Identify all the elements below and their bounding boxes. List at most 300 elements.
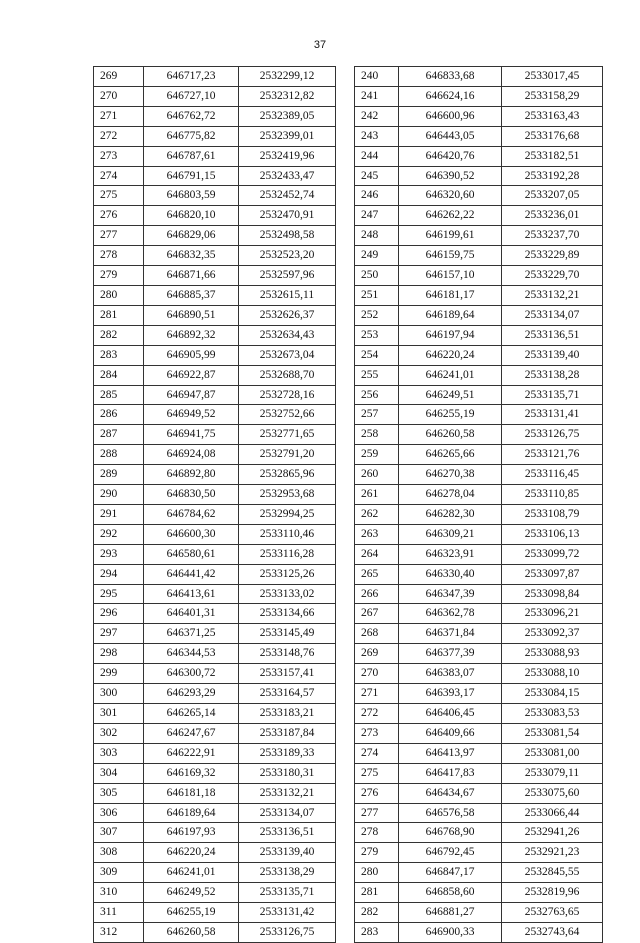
- x-coordinate-cell: 646265,14: [144, 704, 239, 724]
- y-coordinate-cell: 2532865,96: [239, 465, 336, 485]
- y-coordinate-cell: 2532763,65: [502, 903, 603, 923]
- x-coordinate-cell: 646413,61: [144, 584, 239, 604]
- x-coordinate-cell: 646249,51: [399, 385, 502, 405]
- table-row: [355, 863, 603, 883]
- table-row: [355, 843, 603, 863]
- table-row: [355, 266, 603, 286]
- y-coordinate-cell: 2533189,33: [239, 743, 336, 763]
- y-coordinate-cell: 2533097,87: [502, 564, 603, 584]
- point-number-cell: 280: [94, 285, 144, 305]
- y-coordinate-cell: 2532941,26: [502, 823, 603, 843]
- x-coordinate-cell: 646293,29: [144, 684, 239, 704]
- table-row: [355, 67, 603, 87]
- table-row: [355, 126, 603, 146]
- x-coordinate-cell: 646900,33: [399, 922, 502, 942]
- y-coordinate-cell: 2533121,76: [502, 445, 603, 465]
- y-coordinate-cell: 2533088,93: [502, 644, 603, 664]
- table-row: [355, 246, 603, 266]
- table-row: [355, 206, 603, 226]
- y-coordinate-cell: 2532615,11: [239, 285, 336, 305]
- point-number-cell: 312: [94, 922, 144, 942]
- table-row: [94, 803, 336, 823]
- x-coordinate-cell: 646260,58: [144, 922, 239, 942]
- table-row: [355, 186, 603, 206]
- table-row: [94, 86, 336, 106]
- point-number-cell: 257: [355, 405, 399, 425]
- x-coordinate-cell: 646829,06: [144, 226, 239, 246]
- point-number-cell: 259: [355, 445, 399, 465]
- y-coordinate-cell: 2533083,53: [502, 704, 603, 724]
- point-number-cell: 255: [355, 365, 399, 385]
- point-number-cell: 276: [355, 783, 399, 803]
- point-number-cell: 306: [94, 803, 144, 823]
- y-coordinate-cell: 2532299,12: [239, 67, 336, 87]
- table-row: [355, 883, 603, 903]
- table-row: [94, 664, 336, 684]
- x-coordinate-cell: 646775,82: [144, 126, 239, 146]
- table-row: [355, 644, 603, 664]
- y-coordinate-cell: 2533182,51: [502, 146, 603, 166]
- x-coordinate-cell: 646282,30: [399, 504, 502, 524]
- x-coordinate-cell: 646941,75: [144, 425, 239, 445]
- table-row: [94, 146, 336, 166]
- y-coordinate-cell: 2533125,26: [239, 564, 336, 584]
- table-row: [355, 485, 603, 505]
- point-number-cell: 254: [355, 345, 399, 365]
- y-coordinate-cell: 2533134,07: [502, 305, 603, 325]
- x-coordinate-cell: 646892,80: [144, 465, 239, 485]
- x-coordinate-cell: 646892,32: [144, 325, 239, 345]
- point-number-cell: 289: [94, 465, 144, 485]
- x-coordinate-cell: 646255,19: [144, 903, 239, 923]
- point-number-cell: 240: [355, 67, 399, 87]
- table-row: [94, 345, 336, 365]
- x-coordinate-cell: 646905,99: [144, 345, 239, 365]
- x-coordinate-cell: 646762,72: [144, 106, 239, 126]
- x-coordinate-cell: 646576,58: [399, 803, 502, 823]
- point-number-cell: 249: [355, 246, 399, 266]
- y-coordinate-cell: 2533110,46: [239, 524, 336, 544]
- y-coordinate-cell: 2532752,66: [239, 405, 336, 425]
- point-number-cell: 273: [94, 146, 144, 166]
- x-coordinate-cell: 646371,84: [399, 624, 502, 644]
- table-row: [355, 166, 603, 186]
- point-number-cell: 268: [355, 624, 399, 644]
- point-number-cell: 247: [355, 206, 399, 226]
- y-coordinate-cell: 2533084,15: [502, 684, 603, 704]
- table-row: [94, 723, 336, 743]
- x-coordinate-cell: 646890,51: [144, 305, 239, 325]
- table-row: [355, 445, 603, 465]
- x-coordinate-cell: 646393,17: [399, 684, 502, 704]
- x-coordinate-cell: 646885,37: [144, 285, 239, 305]
- point-number-cell: 300: [94, 684, 144, 704]
- point-number-cell: 266: [355, 584, 399, 604]
- y-coordinate-cell: 2533132,21: [502, 285, 603, 305]
- x-coordinate-cell: 646600,96: [399, 106, 502, 126]
- point-number-cell: 291: [94, 504, 144, 524]
- y-coordinate-cell: 2532688,70: [239, 365, 336, 385]
- table-row: [355, 305, 603, 325]
- point-number-cell: 274: [94, 166, 144, 186]
- x-coordinate-cell: 646417,83: [399, 763, 502, 783]
- point-number-cell: 256: [355, 385, 399, 405]
- point-number-cell: 241: [355, 86, 399, 106]
- x-coordinate-cell: 646383,07: [399, 664, 502, 684]
- x-coordinate-cell: 646441,42: [144, 564, 239, 584]
- x-coordinate-cell: 646409,66: [399, 723, 502, 743]
- y-coordinate-cell: 2533229,70: [502, 266, 603, 286]
- point-number-cell: 298: [94, 644, 144, 664]
- x-coordinate-cell: 646947,87: [144, 385, 239, 405]
- y-coordinate-cell: 2533099,72: [502, 544, 603, 564]
- table-row: [94, 524, 336, 544]
- x-coordinate-cell: 646241,01: [399, 365, 502, 385]
- point-number-cell: 292: [94, 524, 144, 544]
- y-coordinate-cell: 2533075,60: [502, 783, 603, 803]
- x-coordinate-cell: 646949,52: [144, 405, 239, 425]
- point-number-cell: 260: [355, 465, 399, 485]
- x-coordinate-cell: 646833,68: [399, 67, 502, 87]
- table-row: [355, 325, 603, 345]
- point-number-cell: 302: [94, 723, 144, 743]
- table-row: [355, 285, 603, 305]
- x-coordinate-cell: 646858,60: [399, 883, 502, 903]
- point-number-cell: 282: [94, 325, 144, 345]
- table-row: [94, 564, 336, 584]
- x-coordinate-cell: 646197,93: [144, 823, 239, 843]
- table-row: [355, 763, 603, 783]
- x-coordinate-cell: 646377,39: [399, 644, 502, 664]
- table-row: [355, 524, 603, 544]
- x-coordinate-cell: 646255,19: [399, 405, 502, 425]
- x-coordinate-cell: 646390,52: [399, 166, 502, 186]
- table-row: [355, 226, 603, 246]
- x-coordinate-cell: 646881,27: [399, 903, 502, 923]
- point-number-cell: 244: [355, 146, 399, 166]
- point-number-cell: 293: [94, 544, 144, 564]
- y-coordinate-cell: 2533163,43: [502, 106, 603, 126]
- x-coordinate-cell: 646309,21: [399, 524, 502, 544]
- y-coordinate-cell: 2533133,02: [239, 584, 336, 604]
- point-number-cell: 267: [355, 604, 399, 624]
- table-row: [94, 285, 336, 305]
- point-number-cell: 283: [94, 345, 144, 365]
- y-coordinate-cell: 2532452,74: [239, 186, 336, 206]
- table-row: [355, 465, 603, 485]
- table-row: [94, 644, 336, 664]
- point-number-cell: 274: [355, 743, 399, 763]
- y-coordinate-cell: 2533138,28: [502, 365, 603, 385]
- table-row: [355, 803, 603, 823]
- table-row: [355, 86, 603, 106]
- x-coordinate-cell: 646189,64: [144, 803, 239, 823]
- point-number-cell: 273: [355, 723, 399, 743]
- table-row: [355, 564, 603, 584]
- point-number-cell: 285: [94, 385, 144, 405]
- table-row: [94, 903, 336, 923]
- table-row: [94, 305, 336, 325]
- y-coordinate-cell: 2533131,42: [239, 903, 336, 923]
- y-coordinate-cell: 2533132,21: [239, 783, 336, 803]
- table-row: [94, 883, 336, 903]
- point-number-cell: 290: [94, 485, 144, 505]
- point-number-cell: 308: [94, 843, 144, 863]
- table-row: [355, 684, 603, 704]
- x-coordinate-cell: 646189,64: [399, 305, 502, 325]
- y-coordinate-cell: 2533017,45: [502, 67, 603, 87]
- y-coordinate-cell: 2532673,04: [239, 345, 336, 365]
- y-coordinate-cell: 2533136,51: [502, 325, 603, 345]
- x-coordinate-cell: 646413,97: [399, 743, 502, 763]
- y-coordinate-cell: 2533081,54: [502, 723, 603, 743]
- point-number-cell: 258: [355, 425, 399, 445]
- y-coordinate-cell: 2532743,64: [502, 922, 603, 942]
- y-coordinate-cell: 2532921,23: [502, 843, 603, 863]
- table-row: [355, 823, 603, 843]
- table-row: [355, 385, 603, 405]
- point-number-cell: 251: [355, 285, 399, 305]
- y-coordinate-cell: 2532634,43: [239, 325, 336, 345]
- table-row: [355, 425, 603, 445]
- point-number-cell: 261: [355, 485, 399, 505]
- table-row: [355, 664, 603, 684]
- table-row: [355, 146, 603, 166]
- x-coordinate-cell: 646832,35: [144, 246, 239, 266]
- y-coordinate-cell: 2533176,68: [502, 126, 603, 146]
- x-coordinate-cell: 646830,50: [144, 485, 239, 505]
- point-number-cell: 264: [355, 544, 399, 564]
- x-coordinate-cell: 646222,91: [144, 743, 239, 763]
- x-coordinate-cell: 646580,61: [144, 544, 239, 564]
- y-coordinate-cell: 2533134,07: [239, 803, 336, 823]
- point-number-cell: 301: [94, 704, 144, 724]
- point-number-cell: 296: [94, 604, 144, 624]
- x-coordinate-cell: 646924,08: [144, 445, 239, 465]
- x-coordinate-cell: 646270,38: [399, 465, 502, 485]
- point-number-cell: 279: [355, 843, 399, 863]
- coordinates-table-left: [93, 66, 336, 943]
- point-number-cell: 277: [94, 226, 144, 246]
- table-row: [355, 365, 603, 385]
- point-number-cell: 283: [355, 922, 399, 942]
- table-row: [94, 624, 336, 644]
- x-coordinate-cell: 646260,58: [399, 425, 502, 445]
- x-coordinate-cell: 646717,23: [144, 67, 239, 87]
- point-number-cell: 284: [94, 365, 144, 385]
- y-coordinate-cell: 2533138,29: [239, 863, 336, 883]
- y-coordinate-cell: 2533131,41: [502, 405, 603, 425]
- x-coordinate-cell: 646434,67: [399, 783, 502, 803]
- table-row: [355, 544, 603, 564]
- y-coordinate-cell: 2533066,44: [502, 803, 603, 823]
- point-number-cell: 243: [355, 126, 399, 146]
- point-number-cell: 276: [94, 206, 144, 226]
- y-coordinate-cell: 2533183,21: [239, 704, 336, 724]
- point-number-cell: 253: [355, 325, 399, 345]
- y-coordinate-cell: 2533136,51: [239, 823, 336, 843]
- table-row: [94, 823, 336, 843]
- table-row: [355, 604, 603, 624]
- page-number: 37: [313, 39, 327, 51]
- point-number-cell: 270: [355, 664, 399, 684]
- y-coordinate-cell: 2533081,00: [502, 743, 603, 763]
- table-row: [94, 584, 336, 604]
- point-number-cell: 278: [355, 823, 399, 843]
- x-coordinate-cell: 646330,40: [399, 564, 502, 584]
- y-coordinate-cell: 2533110,85: [502, 485, 603, 505]
- table-row: [94, 67, 336, 87]
- point-number-cell: 269: [94, 67, 144, 87]
- point-number-cell: 265: [355, 564, 399, 584]
- table-row: [355, 743, 603, 763]
- y-coordinate-cell: 2533148,76: [239, 644, 336, 664]
- table-row: [94, 186, 336, 206]
- x-coordinate-cell: 646265,66: [399, 445, 502, 465]
- point-number-cell: 269: [355, 644, 399, 664]
- y-coordinate-cell: 2533187,84: [239, 723, 336, 743]
- point-number-cell: 271: [94, 106, 144, 126]
- table-row: [355, 704, 603, 724]
- table-row: [94, 325, 336, 345]
- y-coordinate-cell: 2532389,05: [239, 106, 336, 126]
- table-row: [94, 405, 336, 425]
- point-number-cell: 270: [94, 86, 144, 106]
- table-row: [94, 385, 336, 405]
- x-coordinate-cell: 646784,62: [144, 504, 239, 524]
- table-row: [94, 365, 336, 385]
- point-number-cell: 303: [94, 743, 144, 763]
- x-coordinate-cell: 646278,04: [399, 485, 502, 505]
- y-coordinate-cell: 2533106,13: [502, 524, 603, 544]
- point-number-cell: 271: [355, 684, 399, 704]
- y-coordinate-cell: 2532845,55: [502, 863, 603, 883]
- y-coordinate-cell: 2532523,20: [239, 246, 336, 266]
- point-number-cell: 252: [355, 305, 399, 325]
- point-number-cell: 281: [94, 305, 144, 325]
- y-coordinate-cell: 2533134,66: [239, 604, 336, 624]
- y-coordinate-cell: 2533192,28: [502, 166, 603, 186]
- x-coordinate-cell: 646443,05: [399, 126, 502, 146]
- x-coordinate-cell: 646803,59: [144, 186, 239, 206]
- y-coordinate-cell: 2533236,01: [502, 206, 603, 226]
- y-coordinate-cell: 2533164,57: [239, 684, 336, 704]
- y-coordinate-cell: 2532994,25: [239, 504, 336, 524]
- table-row: [355, 405, 603, 425]
- x-coordinate-cell: 646323,91: [399, 544, 502, 564]
- y-coordinate-cell: 2533096,21: [502, 604, 603, 624]
- x-coordinate-cell: 646792,45: [399, 843, 502, 863]
- table-row: [355, 922, 603, 942]
- table-row: [94, 126, 336, 146]
- y-coordinate-cell: 2532728,16: [239, 385, 336, 405]
- point-number-cell: 307: [94, 823, 144, 843]
- y-coordinate-cell: 2532419,96: [239, 146, 336, 166]
- x-coordinate-cell: 646199,61: [399, 226, 502, 246]
- table-row: [355, 783, 603, 803]
- coordinates-table-right: [354, 66, 603, 943]
- y-coordinate-cell: 2532771,65: [239, 425, 336, 445]
- x-coordinate-cell: 646159,75: [399, 246, 502, 266]
- point-number-cell: 294: [94, 564, 144, 584]
- y-coordinate-cell: 2533145,49: [239, 624, 336, 644]
- x-coordinate-cell: 646249,52: [144, 883, 239, 903]
- point-number-cell: 262: [355, 504, 399, 524]
- table-row: [94, 445, 336, 465]
- table-row: [94, 684, 336, 704]
- x-coordinate-cell: 646820,10: [144, 206, 239, 226]
- point-number-cell: 295: [94, 584, 144, 604]
- table-row: [94, 266, 336, 286]
- point-number-cell: 297: [94, 624, 144, 644]
- table-row: [355, 106, 603, 126]
- table-row: [355, 723, 603, 743]
- x-coordinate-cell: 646420,76: [399, 146, 502, 166]
- y-coordinate-cell: 2532819,96: [502, 883, 603, 903]
- x-coordinate-cell: 646768,90: [399, 823, 502, 843]
- point-number-cell: 299: [94, 664, 144, 684]
- y-coordinate-cell: 2533229,89: [502, 246, 603, 266]
- table-row: [94, 206, 336, 226]
- point-number-cell: 305: [94, 783, 144, 803]
- y-coordinate-cell: 2533098,84: [502, 584, 603, 604]
- point-number-cell: 246: [355, 186, 399, 206]
- y-coordinate-cell: 2532953,68: [239, 485, 336, 505]
- x-coordinate-cell: 646320,60: [399, 186, 502, 206]
- point-number-cell: 282: [355, 903, 399, 923]
- y-coordinate-cell: 2532626,37: [239, 305, 336, 325]
- table-row: [94, 704, 336, 724]
- table-row: [94, 465, 336, 485]
- table-row: [94, 783, 336, 803]
- table-row: [94, 226, 336, 246]
- x-coordinate-cell: 646791,15: [144, 166, 239, 186]
- x-coordinate-cell: 646220,24: [144, 843, 239, 863]
- x-coordinate-cell: 646600,30: [144, 524, 239, 544]
- table-row: [94, 504, 336, 524]
- point-number-cell: 280: [355, 863, 399, 883]
- x-coordinate-cell: 646371,25: [144, 624, 239, 644]
- point-number-cell: 272: [355, 704, 399, 724]
- y-coordinate-cell: 2533079,11: [502, 763, 603, 783]
- table-row: [355, 345, 603, 365]
- table-row: [355, 504, 603, 524]
- x-coordinate-cell: 646922,87: [144, 365, 239, 385]
- table-row: [94, 106, 336, 126]
- y-coordinate-cell: 2533139,40: [502, 345, 603, 365]
- point-number-cell: 242: [355, 106, 399, 126]
- y-coordinate-cell: 2533158,29: [502, 86, 603, 106]
- point-number-cell: 279: [94, 266, 144, 286]
- table-row: [94, 544, 336, 564]
- point-number-cell: 311: [94, 903, 144, 923]
- y-coordinate-cell: 2533135,71: [502, 385, 603, 405]
- point-number-cell: 287: [94, 425, 144, 445]
- x-coordinate-cell: 646220,24: [399, 345, 502, 365]
- y-coordinate-cell: 2533126,75: [239, 922, 336, 942]
- y-coordinate-cell: 2532498,58: [239, 226, 336, 246]
- x-coordinate-cell: 646300,72: [144, 664, 239, 684]
- point-number-cell: 286: [94, 405, 144, 425]
- x-coordinate-cell: 646406,45: [399, 704, 502, 724]
- point-number-cell: 278: [94, 246, 144, 266]
- y-coordinate-cell: 2532791,20: [239, 445, 336, 465]
- y-coordinate-cell: 2533088,10: [502, 664, 603, 684]
- x-coordinate-cell: 646247,67: [144, 723, 239, 743]
- table-row: [94, 485, 336, 505]
- table-row: [355, 624, 603, 644]
- point-number-cell: 245: [355, 166, 399, 186]
